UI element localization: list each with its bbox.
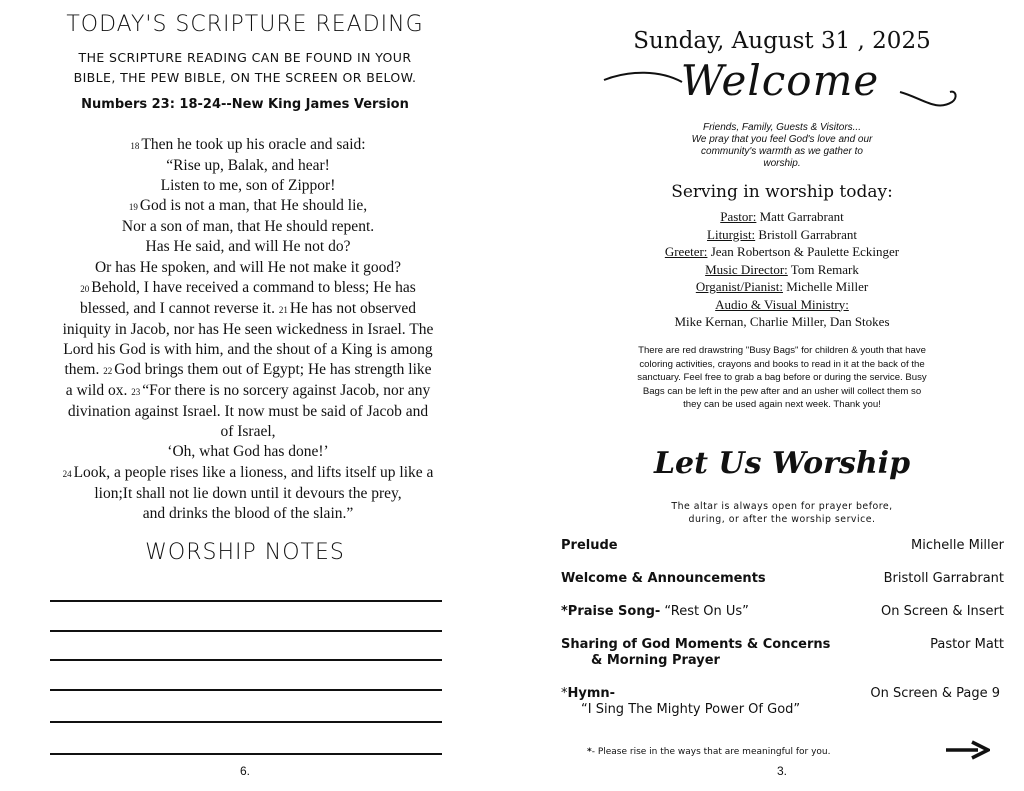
order-item-leader: Pastor Matt [930, 637, 1004, 652]
verse-line [30, 360, 466, 381]
serving-name: Bristoll Garrabrant [755, 226, 857, 242]
welcome-banner [600, 56, 960, 118]
welcome-message [672, 122, 892, 170]
serving-row-av-names: Mike Kernan, Charlie Miller, Dan Stokes [674, 314, 890, 329]
serving-row-av [512, 296, 1024, 314]
serving-name: Matt Garrabrant [756, 209, 844, 224]
verse-text: blessed, and I cannot reverse it. [80, 299, 275, 317]
verse-line: Nor a son of man, that He should repent. [121, 218, 375, 236]
serving-row-music [512, 261, 1024, 279]
busy-bags-line: they can be used again next week. Thank you! [683, 399, 881, 410]
verse-number: 23 [131, 387, 141, 398]
order-item-label: Prelude [561, 538, 618, 553]
order-item-leader: On Screen & Page 9 [870, 686, 1000, 701]
welcome-message-line: We pray that you feel God's love and our [691, 134, 873, 145]
verse-text: God is not a man, that He should lie, [139, 197, 368, 215]
verse-line: Has He said, and will He not do? [145, 238, 351, 256]
order-item-sharing [561, 637, 1004, 671]
verse-line: Or has He spoken, and will He not make it good? [94, 258, 402, 276]
busy-bags-line: sanctuary. Feel free to grab a bag before or during the service. Busy [637, 372, 927, 383]
serving-heading: Serving in worship today: [671, 182, 893, 202]
verse-text: a wild ox. [65, 382, 128, 400]
verse-line [30, 196, 466, 217]
welcome-title: Welcome [680, 56, 880, 105]
verse-line: of Israel, [220, 423, 276, 441]
order-item-label: Welcome & Announcements [561, 571, 766, 586]
verse-line [30, 299, 466, 320]
service-date: Sunday, August 31 , 2025 [633, 28, 931, 54]
order-item-hymn [561, 686, 1004, 720]
sharing-line: & Morning Prayer [591, 653, 720, 668]
verse-line [30, 381, 466, 402]
note-line [50, 753, 442, 755]
verse-line: ‘Oh, what God has done!’ [167, 443, 329, 461]
verse-text: God brings them out of Egypt; He has strength like [114, 361, 432, 379]
serving-role: Pastor: [720, 209, 757, 224]
lets-worship-heading: Let Us Worship [653, 446, 911, 481]
altar-line: during, or after the worship service. [688, 514, 876, 525]
altar-note [642, 500, 922, 526]
order-item-leader: On Screen & Insert [881, 604, 1004, 619]
subheading-line: THE SCRIPTURE READING CAN BE FOUND IN YOUR [78, 50, 412, 65]
welcome-message-line: worship. [763, 158, 801, 169]
verse-line: and drinks the blood of the slain.” [142, 504, 354, 522]
worship-notes-heading: WORSHIP NOTES [145, 540, 345, 565]
serving-name: Jean Robertson & Paulette Eckinger [707, 244, 900, 259]
serving-list [512, 208, 1024, 331]
subheading-line: BIBLE, THE PEW BIBLE, ON THE SCREEN OR BELOW. [73, 70, 417, 85]
order-item-label [561, 637, 830, 669]
welcome-message-line: community's warmth as we gather to [701, 146, 863, 157]
hymn-star: * [561, 686, 568, 701]
altar-line: The altar is always open for prayer before, [671, 501, 893, 512]
verse-number: 18 [130, 141, 140, 151]
praise-song-title: “Rest On Us” [660, 604, 749, 619]
note-line [50, 721, 442, 723]
order-item-label [561, 686, 800, 718]
verse-text: He has not observed [289, 299, 416, 317]
serving-row-liturgist [512, 226, 1024, 244]
order-item-leader: Bristoll Garrabrant [883, 571, 1004, 586]
verse-line: lion;It shall not lie down until it devours the prey, [94, 484, 402, 502]
serving-row-pastor [512, 208, 1024, 226]
serving-role: Organist/Pianist: [695, 279, 783, 294]
order-item-praise-song [561, 604, 1004, 622]
verse-line: iniquity in Jacob, nor has He seen wickedness in Israel. The [62, 320, 434, 338]
busy-bags-note [612, 344, 952, 412]
right-page [512, 0, 1024, 791]
serving-name: Tom Remark [787, 261, 859, 277]
verse-number: 24 [62, 468, 72, 479]
serving-role: Liturgist: [707, 226, 756, 242]
serving-row-greeter [512, 243, 1024, 261]
rise-note [587, 747, 887, 757]
praise-song-label: *Praise Song- [561, 604, 661, 619]
note-line [50, 659, 442, 661]
order-item-leader: Michelle Miller [911, 538, 1004, 553]
verse-text: Behold, I have received a command to bless; He has [91, 278, 416, 296]
verse-number: 20 [80, 283, 90, 294]
busy-bags-line: There are red drawstring "Busy Bags" for children & youth that have [638, 345, 926, 356]
serving-row-organist [512, 278, 1024, 296]
right-arrow-icon [944, 740, 990, 760]
busy-bags-line: Bags can be left in the pew after and an usher will collect them so [642, 385, 922, 397]
serving-name: Michelle Miller [782, 279, 869, 294]
scripture-text [30, 135, 466, 524]
scripture-subheading [0, 48, 490, 88]
verse-text: them. [64, 361, 100, 379]
hymn-title: “I Sing The Mighty Power Of God” [581, 702, 801, 717]
welcome-message-line: Friends, Family, Guests & Visitors... [702, 122, 861, 133]
verse-text: Then he took up his oracle and said: [141, 136, 366, 153]
verse-line [30, 278, 466, 299]
note-line [50, 630, 442, 632]
verse-line [30, 135, 466, 156]
scripture-heading: TODAY'S SCRIPTURE READING [66, 12, 424, 37]
note-line [50, 600, 442, 602]
note-line [50, 689, 442, 691]
hymn-label: Hymn- [567, 686, 616, 701]
verse-line [30, 463, 466, 484]
serving-role: Audio & Visual Ministry: [715, 296, 849, 312]
verse-line: Lord his God is with him, and the shout of a King is among [63, 340, 433, 358]
order-item-label [561, 604, 749, 620]
serving-role: Music Director: [705, 261, 788, 277]
verse-text: “For there is no sorcery against Jacob, nor any [142, 382, 431, 400]
busy-bags-line: coloring activities, crayons and books to read in it at the back of the [639, 358, 925, 370]
page-number-left: 6. [239, 764, 250, 778]
scripture-reference: Numbers 23: 18-24--New King James Version [81, 97, 409, 112]
order-item-welcome [561, 571, 1004, 589]
verse-number: 22 [103, 366, 113, 377]
sharing-line: Sharing of God Moments & Concerns [561, 637, 831, 652]
verse-line: Listen to me, son of Zippor! [160, 177, 336, 195]
verse-number: 19 [128, 202, 138, 213]
verse-number: 21 [278, 304, 288, 315]
verse-line: “Rise up, Balak, and hear! [166, 157, 330, 175]
rise-star: * [587, 747, 592, 757]
order-item-prelude [561, 538, 1004, 556]
rise-note-text: - Please rise in the ways that are meaningful for you. [591, 747, 831, 757]
page-number-right: 3. [776, 764, 787, 778]
serving-role: Greeter: [664, 244, 708, 259]
verse-line: divination against Israel. It now must be said of Jacob and [67, 403, 429, 421]
verse-text: Look, a people rises like a lioness, and lifts itself up like a [73, 463, 434, 481]
